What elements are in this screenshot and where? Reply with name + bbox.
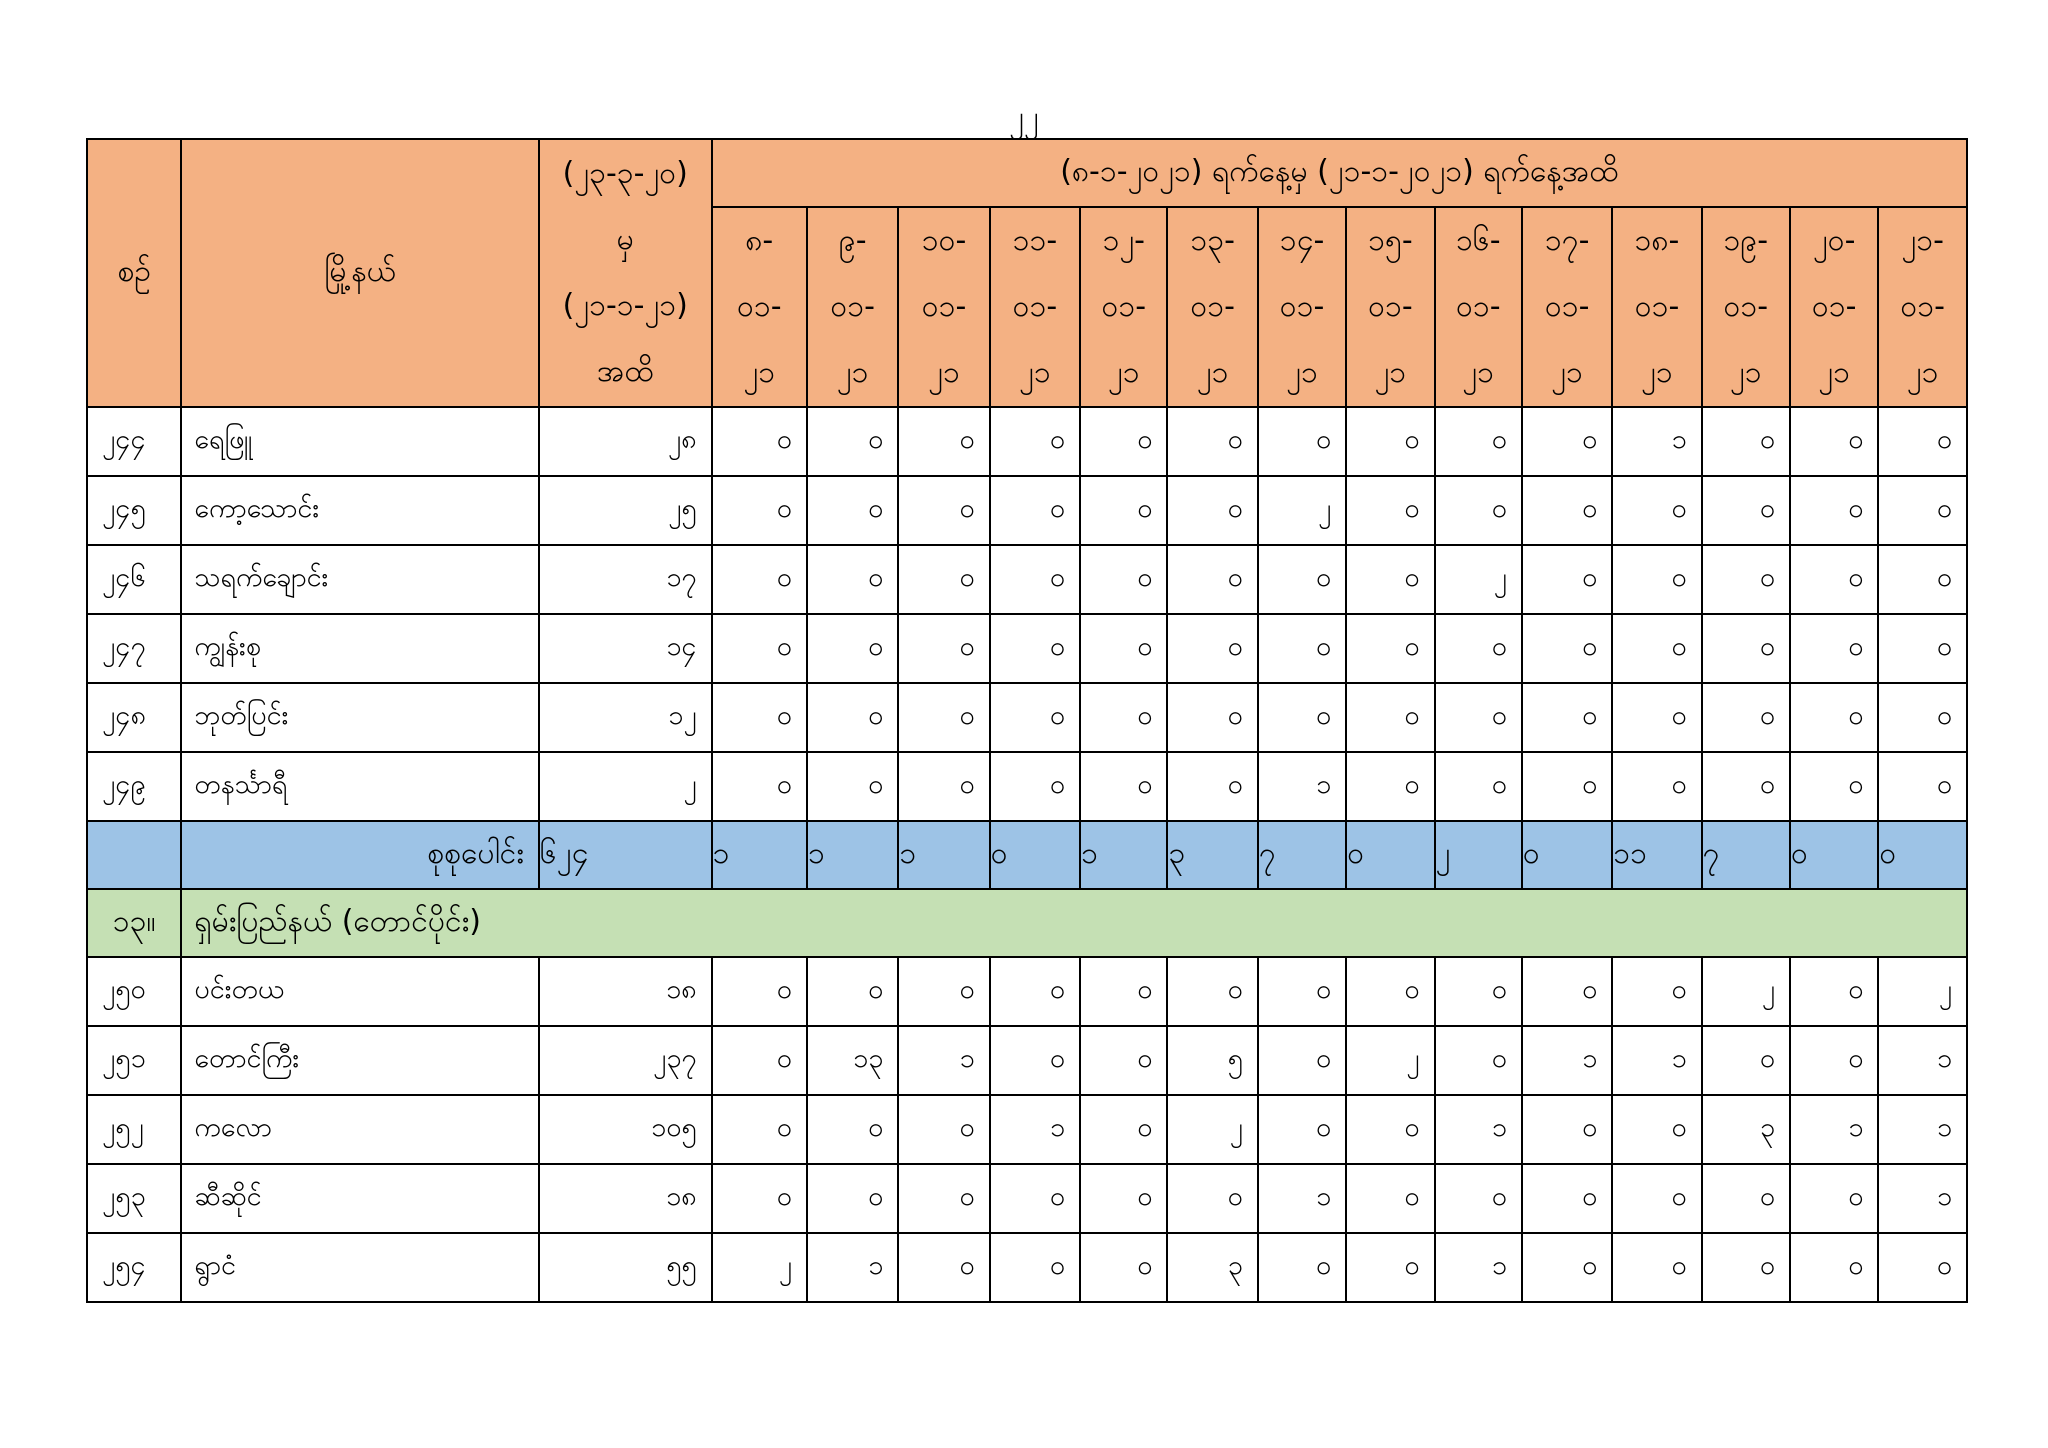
daily-count-cell: ၀ <box>898 545 989 614</box>
daily-count-cell: ၀ <box>807 476 898 545</box>
total-daily-cell: ၀ <box>1878 821 1967 889</box>
total-daily-cell: ၇ <box>1258 821 1346 889</box>
sr-cell: ၂၄၇ <box>87 614 181 683</box>
daily-count-cell: ၀ <box>1346 476 1434 545</box>
header-row-1 <box>87 139 1967 207</box>
daily-count-cell: ၀ <box>1612 683 1701 752</box>
daily-count-cell: ၂ <box>1878 957 1967 1026</box>
daily-count-cell: ၀ <box>1790 1164 1878 1233</box>
daily-count-cell: ၀ <box>898 957 989 1026</box>
daily-count-cell: ၀ <box>807 545 898 614</box>
daily-count-cell: ၀ <box>1612 752 1701 821</box>
table-row <box>87 1233 1967 1302</box>
table-row <box>87 957 1967 1026</box>
total-daily-cell: ၀ <box>1522 821 1612 889</box>
daily-count-cell: ၀ <box>898 407 989 476</box>
cumulative-cell: ၁၄ <box>539 614 712 683</box>
daily-count-cell: ၂ <box>1346 1026 1434 1095</box>
daily-count-cell: ၀ <box>712 1164 807 1233</box>
sr-cell: ၂၅၀ <box>87 957 181 1026</box>
sr-cell: ၂၄၅ <box>87 476 181 545</box>
date-line: ၀၁- <box>1811 289 1857 324</box>
date-header-cell <box>1878 207 1967 407</box>
daily-count-cell: ၀ <box>1258 614 1346 683</box>
daily-count-cell: ၁ <box>1258 752 1346 821</box>
daily-count-cell: ၀ <box>1080 1095 1167 1164</box>
date-header-cell <box>990 207 1080 407</box>
date-line: ၂၁ <box>1286 355 1318 390</box>
daily-count-cell: ၀ <box>1258 1026 1346 1095</box>
daily-count-cell: ၀ <box>807 683 898 752</box>
daily-count-cell: ၀ <box>990 614 1080 683</box>
daily-count-cell: ၀ <box>1612 476 1701 545</box>
total-daily-cell: ၁၁ <box>1612 821 1701 889</box>
daily-count-cell: ၀ <box>1702 1164 1790 1233</box>
daily-count-cell: ၀ <box>1258 1233 1346 1302</box>
daily-count-cell: ၀ <box>712 1095 807 1164</box>
daily-count-cell: ၂ <box>1258 476 1346 545</box>
sr-cell: ၂၅၄ <box>87 1233 181 1302</box>
date-line: ၀၁- <box>1544 289 1590 324</box>
daily-count-cell: ၀ <box>1522 1164 1612 1233</box>
date-line: ၁၀- <box>921 223 967 258</box>
cumulative-cell: ၁၇ <box>539 545 712 614</box>
daily-count-cell: ၀ <box>1435 614 1522 683</box>
daily-count-cell: ၀ <box>898 1233 989 1302</box>
section-number: ၁၃။ <box>87 889 181 957</box>
daily-count-cell: ၁ <box>1790 1095 1878 1164</box>
date-line: ၂၁ <box>1019 355 1051 390</box>
daily-count-cell: ၁ <box>1435 1095 1522 1164</box>
date-header-cell <box>1702 207 1790 407</box>
township-cell: တောင်ကြီး <box>181 1026 538 1095</box>
total-empty-cell <box>87 821 181 889</box>
daily-count-cell: ၀ <box>807 752 898 821</box>
daily-count-cell: ၀ <box>1522 683 1612 752</box>
total-daily-cell: ၀ <box>990 821 1080 889</box>
daily-count-cell: ၀ <box>1522 1095 1612 1164</box>
date-line: ၂၁ <box>1462 355 1495 390</box>
township-cell: ကျွန်းစု <box>181 614 538 683</box>
cumulative-cell: ၂၅ <box>539 476 712 545</box>
section-title: ရှမ်းပြည်နယ် (တောင်ပိုင်း) <box>181 889 1967 957</box>
daily-count-cell: ၀ <box>1435 683 1522 752</box>
date-line: ၀၁- <box>1368 289 1413 324</box>
daily-count-cell: ၀ <box>1878 1233 1967 1302</box>
cumulative-cell: ၅၅ <box>539 1233 712 1302</box>
cumulative-cell: ၂၃၇ <box>539 1026 712 1095</box>
daily-count-cell: ၀ <box>898 683 989 752</box>
date-line: ၀၁- <box>1279 289 1325 324</box>
daily-count-cell: ၀ <box>1790 752 1878 821</box>
date-line: ၀၁- <box>1190 289 1235 324</box>
daily-count-cell: ၀ <box>1080 614 1167 683</box>
daily-count-cell: ၁ <box>1878 1026 1967 1095</box>
daily-count-cell: ၀ <box>1080 957 1167 1026</box>
date-header-cell <box>807 207 898 407</box>
daily-count-cell: ၀ <box>1702 407 1790 476</box>
date-line: ၀၁- <box>1723 289 1769 324</box>
township-cell: ဘုတ်ပြင်း <box>181 683 538 752</box>
total-daily-cell: ၁ <box>1080 821 1167 889</box>
daily-count-cell: ၀ <box>1878 545 1967 614</box>
date-line: ၂၁ <box>1551 355 1583 390</box>
sr-header: စဉ် <box>87 139 181 407</box>
daily-count-cell: ၀ <box>1258 545 1346 614</box>
date-line: ၂၀- <box>1812 223 1856 258</box>
daily-count-cell: ၁ <box>807 1233 898 1302</box>
total-daily-cell: ၇ <box>1702 821 1790 889</box>
daily-count-cell: ၀ <box>990 957 1080 1026</box>
sr-cell: ၂၄၄ <box>87 407 181 476</box>
sr-cell: ၂၄၈ <box>87 683 181 752</box>
daily-count-cell: ၀ <box>712 545 807 614</box>
daily-count-cell: ၀ <box>1346 1164 1434 1233</box>
daily-count-cell: ၀ <box>1080 683 1167 752</box>
sr-cell: ၂၅၃ <box>87 1164 181 1233</box>
daily-count-cell: ၀ <box>1702 476 1790 545</box>
daily-count-cell: ၀ <box>1346 407 1434 476</box>
daily-count-cell: ၂ <box>712 1233 807 1302</box>
daily-count-cell: ၁ <box>1878 1095 1967 1164</box>
cumulative-cell: ၁၂ <box>539 683 712 752</box>
daily-count-cell: ၀ <box>1080 476 1167 545</box>
daily-count-cell: ၀ <box>1878 407 1967 476</box>
daily-count-cell: ၀ <box>1435 1026 1522 1095</box>
daily-count-cell: ၀ <box>1790 957 1878 1026</box>
date-line: ၁၅- <box>1368 223 1413 258</box>
daily-count-cell: ၀ <box>1435 957 1522 1026</box>
daily-count-cell: ၁ <box>990 1095 1080 1164</box>
township-cell: ဆီဆိုင် <box>181 1164 538 1233</box>
total-cumulative-cell: ၆၂၄ <box>539 821 712 889</box>
daily-count-cell: ၀ <box>1258 407 1346 476</box>
daily-count-cell: ၀ <box>1258 683 1346 752</box>
date-line: ၁၉- <box>1723 223 1769 258</box>
daily-count-cell: ၀ <box>898 476 989 545</box>
date-header-cell <box>1346 207 1434 407</box>
daily-count-cell: ၀ <box>1346 614 1434 683</box>
daily-count-cell: ၀ <box>1878 752 1967 821</box>
daily-count-cell: ၀ <box>807 957 898 1026</box>
daily-count-cell: ၀ <box>1346 683 1434 752</box>
daily-count-cell: ၂ <box>1702 957 1790 1026</box>
date-line: ၁၁- <box>1012 223 1058 258</box>
sr-cell: ၂၄၉ <box>87 752 181 821</box>
daily-count-cell: ၀ <box>1522 1233 1612 1302</box>
date-line: ၁၈- <box>1634 223 1680 258</box>
daily-count-cell: ၀ <box>1522 407 1612 476</box>
daily-count-cell: ၀ <box>1435 752 1522 821</box>
daily-count-cell: ၀ <box>1167 476 1257 545</box>
date-line: ၀၁- <box>737 289 782 324</box>
daily-count-cell: ၀ <box>990 545 1080 614</box>
table-row <box>87 407 1967 476</box>
daily-count-cell: ၃ <box>1167 1233 1257 1302</box>
daily-count-cell: ၀ <box>712 683 807 752</box>
date-line: ၉- <box>838 223 867 258</box>
daily-count-cell: ၀ <box>1258 1095 1346 1164</box>
daily-count-cell: ၀ <box>1790 1026 1878 1095</box>
daily-count-cell: ၀ <box>1167 407 1257 476</box>
daily-count-cell: ၀ <box>1346 545 1434 614</box>
date-header-cell <box>1080 207 1167 407</box>
table-row <box>87 545 1967 614</box>
daily-count-cell: ၀ <box>1612 1164 1701 1233</box>
date-line: ၂၁ <box>1818 355 1850 390</box>
daily-count-cell: ၀ <box>1080 545 1167 614</box>
cumulative-range-header <box>539 139 712 407</box>
township-cell: တနင်္သာရီ <box>181 752 538 821</box>
date-line: ၂၁ <box>928 355 960 390</box>
date-line: ၀၁- <box>1101 289 1147 324</box>
daily-count-cell: ၀ <box>1167 957 1257 1026</box>
township-cell: ပင်းတယ <box>181 957 538 1026</box>
daily-count-cell: ၀ <box>1167 1164 1257 1233</box>
daily-count-cell: ၀ <box>1258 957 1346 1026</box>
date-line: ၂၁ <box>1196 355 1229 390</box>
table-row <box>87 1026 1967 1095</box>
table-row <box>87 683 1967 752</box>
date-line: ၀၁- <box>830 289 875 324</box>
township-cell: ရွာငံ <box>181 1233 538 1302</box>
section-header-row <box>87 889 1967 957</box>
township-cell: ရေဖြူ <box>181 407 538 476</box>
daily-count-cell: ၀ <box>712 957 807 1026</box>
daily-count-cell: ၀ <box>1790 1233 1878 1302</box>
daily-count-cell: ၀ <box>1346 957 1434 1026</box>
daily-count-cell: ၀ <box>1435 407 1522 476</box>
daily-count-cell: ၀ <box>898 1095 989 1164</box>
date-line: ၀၁- <box>1900 289 1945 324</box>
date-header-cell <box>1167 207 1257 407</box>
daily-count-cell: ၀ <box>1790 614 1878 683</box>
daily-count-cell: ၁ <box>1612 407 1701 476</box>
daily-count-cell: ၀ <box>1612 1233 1701 1302</box>
daily-count-cell: ၀ <box>1790 407 1878 476</box>
daily-count-cell: ၁ <box>1522 1026 1612 1095</box>
daily-count-cell: ၀ <box>1522 752 1612 821</box>
date-line: ၈- <box>745 223 774 258</box>
daily-count-cell: ၀ <box>1702 1026 1790 1095</box>
total-daily-cell: ၀ <box>1790 821 1878 889</box>
date-line: ၀၁- <box>1455 289 1501 324</box>
total-daily-cell: ၀ <box>1346 821 1434 889</box>
township-cell: ကော့သောင်း <box>181 476 538 545</box>
daily-count-cell: ၂ <box>1435 545 1522 614</box>
sr-cell: ၂၅၁ <box>87 1026 181 1095</box>
daily-count-cell: ၀ <box>1790 683 1878 752</box>
date-line: ၀၁- <box>1634 289 1680 324</box>
date-header-cell <box>1522 207 1612 407</box>
daily-count-cell: ၀ <box>990 752 1080 821</box>
daily-count-cell: ၀ <box>712 1026 807 1095</box>
daily-count-cell: ၃ <box>1702 1095 1790 1164</box>
date-range-header: (၈-၁-၂၀၂၁) ရက်နေ့မှ (၂၁-၁-၂၀၂၁) ရက်နေ့အထိ <box>712 139 1967 207</box>
daily-count-cell: ၁၃ <box>807 1026 898 1095</box>
date-header-cell <box>1612 207 1701 407</box>
date-line: ၀၁- <box>1012 289 1058 324</box>
cumulative-cell: ၁၈ <box>539 957 712 1026</box>
daily-count-cell: ၀ <box>1080 1233 1167 1302</box>
page-number: ၂၂ <box>1009 100 1039 135</box>
daily-count-cell: ၀ <box>1167 545 1257 614</box>
date-header-cell <box>1258 207 1346 407</box>
township-cell: ကလော <box>181 1095 538 1164</box>
daily-count-cell: ၀ <box>990 1233 1080 1302</box>
daily-count-cell: ၀ <box>1346 752 1434 821</box>
daily-count-cell: ၀ <box>1435 1164 1522 1233</box>
date-line: ၁၄- <box>1279 223 1325 258</box>
table-row <box>87 1164 1967 1233</box>
daily-count-cell: ၀ <box>990 1164 1080 1233</box>
daily-count-cell: ၀ <box>990 683 1080 752</box>
daily-count-cell: ၀ <box>1080 752 1167 821</box>
daily-count-cell: ၀ <box>712 752 807 821</box>
cumulative-cell: ၂ <box>539 752 712 821</box>
daily-count-cell: ၂ <box>1167 1095 1257 1164</box>
daily-count-cell: ၀ <box>1522 957 1612 1026</box>
table-row <box>87 1095 1967 1164</box>
table-row <box>87 476 1967 545</box>
cumulative-cell: ၁၀၅ <box>539 1095 712 1164</box>
cumulative-cell: ၁၈ <box>539 1164 712 1233</box>
daily-count-cell: ၀ <box>1522 476 1612 545</box>
range-line-2: မှ <box>616 222 634 257</box>
daily-count-cell: ၁ <box>1258 1164 1346 1233</box>
daily-count-cell: ၀ <box>1167 683 1257 752</box>
date-line: ၂၁ <box>743 355 776 390</box>
daily-count-cell: ၅ <box>1167 1026 1257 1095</box>
daily-count-cell: ၁ <box>1612 1026 1701 1095</box>
daily-count-cell: ၀ <box>1080 407 1167 476</box>
date-line: ၁၂- <box>1102 223 1145 258</box>
date-line: ၂၁ <box>1374 355 1407 390</box>
daily-count-cell: ၀ <box>1612 1095 1701 1164</box>
cumulative-cell: ၂၈ <box>539 407 712 476</box>
daily-count-cell: ၀ <box>1878 476 1967 545</box>
sr-cell: ၂၄၆ <box>87 545 181 614</box>
table-row <box>87 614 1967 683</box>
daily-count-cell: ၀ <box>712 614 807 683</box>
total-daily-cell: ၁ <box>807 821 898 889</box>
daily-count-cell: ၀ <box>1790 476 1878 545</box>
table-row <box>87 752 1967 821</box>
date-line: ၂၁ <box>1906 355 1939 390</box>
daily-count-cell: ၀ <box>1702 1233 1790 1302</box>
daily-count-cell: ၀ <box>1612 957 1701 1026</box>
daily-count-cell: ၀ <box>807 614 898 683</box>
daily-count-cell: ၀ <box>1167 614 1257 683</box>
daily-count-cell: ၀ <box>1080 1164 1167 1233</box>
date-line: ၂၁- <box>1901 223 1944 258</box>
daily-count-cell: ၀ <box>807 407 898 476</box>
daily-count-cell: ၀ <box>898 614 989 683</box>
daily-count-cell: ၀ <box>712 407 807 476</box>
date-line: ၂၁ <box>1641 355 1673 390</box>
daily-count-cell: ၀ <box>1612 545 1701 614</box>
date-header-cell <box>898 207 989 407</box>
daily-count-cell: ၀ <box>1522 545 1612 614</box>
date-line: ၀၁- <box>921 289 967 324</box>
daily-count-cell: ၀ <box>990 407 1080 476</box>
daily-count-cell: ၁ <box>1878 1164 1967 1233</box>
daily-count-cell: ၀ <box>1878 683 1967 752</box>
daily-count-cell: ၀ <box>1612 614 1701 683</box>
daily-count-cell: ၀ <box>1878 614 1967 683</box>
date-line: ၂၁ <box>1730 355 1762 390</box>
daily-count-cell: ၀ <box>898 1164 989 1233</box>
daily-count-cell: ၁ <box>898 1026 989 1095</box>
daily-count-cell: ၀ <box>712 476 807 545</box>
date-header-cell <box>1790 207 1878 407</box>
total-daily-cell: ၂ <box>1435 821 1522 889</box>
daily-count-cell: ၀ <box>1522 614 1612 683</box>
township-header: မြို့နယ် <box>181 139 538 407</box>
date-line: ၁၆- <box>1455 223 1501 258</box>
daily-count-cell: ၀ <box>1167 752 1257 821</box>
total-daily-cell: ၁ <box>712 821 807 889</box>
daily-count-cell: ၀ <box>990 476 1080 545</box>
date-header-cell <box>712 207 807 407</box>
daily-count-cell: ၀ <box>807 1095 898 1164</box>
date-header-cell <box>1435 207 1522 407</box>
range-line-4: အထိ <box>596 354 654 389</box>
covid-cases-table <box>86 138 1968 1303</box>
date-line: ၂၁ <box>836 355 869 390</box>
daily-count-cell: ၀ <box>1346 1233 1434 1302</box>
range-line-3: (၂၁-၁-၂၁) <box>562 288 688 323</box>
sr-cell: ၂၅၂ <box>87 1095 181 1164</box>
daily-count-cell: ၀ <box>898 752 989 821</box>
date-line: ၁၃- <box>1190 223 1235 258</box>
daily-count-cell: ၀ <box>990 1026 1080 1095</box>
total-row <box>87 821 1967 889</box>
daily-count-cell: ၀ <box>1080 1026 1167 1095</box>
date-line: ၂၁ <box>1107 355 1140 390</box>
daily-count-cell: ၀ <box>1702 683 1790 752</box>
daily-count-cell: ၀ <box>1702 614 1790 683</box>
range-line-1: (၂၃-၃-၂၀) <box>562 156 688 191</box>
date-line: ၁၇- <box>1544 223 1590 258</box>
total-daily-cell: ၁ <box>898 821 989 889</box>
daily-count-cell: ၀ <box>807 1164 898 1233</box>
daily-count-cell: ၀ <box>1790 545 1878 614</box>
daily-count-cell: ၁ <box>1435 1233 1522 1302</box>
daily-count-cell: ၀ <box>1702 545 1790 614</box>
daily-count-cell: ၀ <box>1702 752 1790 821</box>
total-label-cell: စုစုပေါင်း <box>181 821 538 889</box>
daily-count-cell: ၀ <box>1346 1095 1434 1164</box>
township-cell: သရက်ချောင်း <box>181 545 538 614</box>
daily-count-cell: ၀ <box>1435 476 1522 545</box>
total-daily-cell: ၃ <box>1167 821 1257 889</box>
